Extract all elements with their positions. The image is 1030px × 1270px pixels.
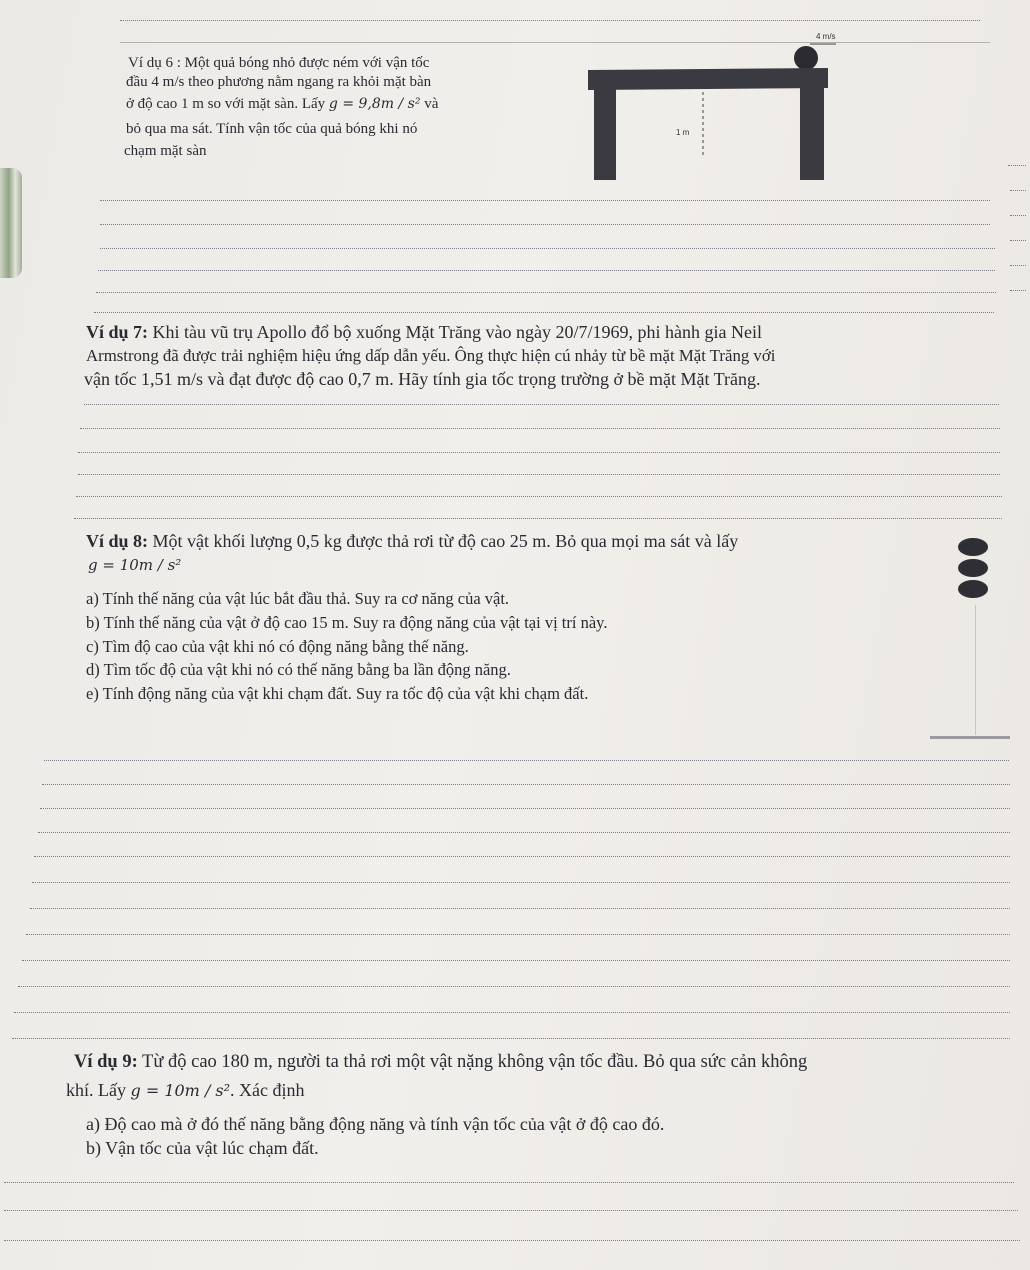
answer-line — [44, 760, 1009, 761]
height-label: 1 m — [676, 128, 690, 137]
ex8-g-expr: g = 10m / s² — [88, 556, 182, 574]
margin-mark — [1010, 240, 1026, 241]
pen-photo — [0, 168, 22, 278]
ex6-line-4: bỏ qua ma sát. Tính vận tốc của quả bóng khi nó — [126, 121, 418, 137]
ball — [794, 46, 818, 70]
answer-line — [22, 960, 1010, 961]
answer-line — [26, 934, 1010, 935]
answer-line — [38, 832, 1010, 833]
ex9-label: Ví dụ 9: — [74, 1052, 138, 1072]
answer-line — [30, 908, 1010, 909]
ex9-intro — [74, 1050, 807, 1074]
ex7-label: Ví dụ 7: — [86, 322, 149, 342]
margin-mark — [1010, 290, 1026, 291]
answer-line — [32, 882, 1010, 883]
answer-line — [12, 1038, 1010, 1039]
answer-line — [78, 474, 1000, 475]
ex8-intro-text: Một vật khối lượng 0,5 kg được thả rơi từ độ cao 25 m. Bỏ qua mọi ma sát và lấy — [152, 531, 739, 551]
ex7-line-2: Armstrong đã được trải nghiệm hiệu ứng dấp dẫn yếu. Ông thực hiện cú nhảy từ bề mặt Mặt Trăng với — [86, 346, 776, 365]
ex7-line-1 — [86, 320, 762, 344]
ex9-intro-text: Từ độ cao 180 m, người ta thả rơi một vật nặng không vận tốc đầu. Bỏ qua sức cản không — [142, 1052, 808, 1072]
answer-line — [78, 452, 1000, 453]
ex9-line-2 — [66, 1078, 305, 1103]
ex6-line-5: chạm mặt sàn — [124, 143, 207, 159]
ex6-line-1: Ví dụ 6 : Một quả bóng nhỏ được ném với vận tốc — [128, 55, 430, 71]
ex9-g-expr: g = 10m / s² — [130, 1081, 231, 1100]
ex7-line-3: vận tốc 1,51 m/s và đạt được độ cao 0,7 m. Hãy tính gia tốc trọng trường ở bề mặt Mặt Trăng. — [84, 369, 761, 389]
answer-line — [76, 496, 1002, 497]
answer-line — [14, 1012, 1010, 1013]
speed-label: 4 m/s — [816, 32, 836, 41]
answer-line — [34, 856, 1010, 857]
ex8-g-formula — [88, 556, 181, 575]
answer-line — [42, 784, 1010, 785]
ex8-label: Ví dụ 8: — [86, 531, 149, 551]
ex9-item-b: b) Vận tốc của vật lúc chạm đất. — [86, 1138, 319, 1158]
answer-line — [100, 248, 995, 249]
ex9-line-2-post: . Xác định — [230, 1080, 305, 1100]
answer-line — [96, 292, 996, 293]
ex8-item-b: b) Tính thế năng của vật ở độ cao 15 m. Suy ra động năng của vật tại vị trí này. — [86, 613, 608, 632]
ex8-item-a: a) Tính thế năng của vật lúc bắt đầu thả. Suy ra cơ năng của vật. — [86, 589, 510, 608]
answer-line — [84, 404, 999, 405]
answer-line — [74, 518, 1002, 519]
margin-mark — [1008, 165, 1026, 166]
ex6-line-3-text: ở độ cao 1 m so với mặt sàn. Lấy — [126, 96, 326, 112]
ex8-item-d: d) Tìm tốc độ của vật khi nó có thế năng bằng ba lần động năng. — [86, 660, 511, 679]
margin-mark — [1010, 215, 1026, 216]
answer-line — [4, 1210, 1018, 1211]
ex7-text-1: Khi tàu vũ trụ Apollo đổ bộ xuống Mặt Trăng vào ngày 20/7/1969, phi hành gia Neil — [152, 322, 762, 342]
falling-object-photo — [958, 538, 992, 601]
ex6-line-3 — [126, 93, 438, 115]
ex6-g-formula: g = 9,8m / s² — [328, 96, 421, 112]
ex9-line-2-pre: khí. Lấy — [66, 1080, 126, 1100]
answer-line — [18, 986, 1010, 987]
ground-line — [930, 736, 1010, 739]
header-line — [120, 42, 990, 43]
ex6-line-2: đầu 4 m/s theo phương nằm ngang ra khỏi mặt bàn — [126, 74, 432, 90]
header-line — [120, 20, 980, 21]
ex8-item-e: e) Tính động năng của vật khi chạm đất. Suy ra tốc độ của vật khi chạm đất. — [86, 684, 589, 703]
answer-line — [40, 808, 1010, 809]
margin-mark — [1010, 190, 1026, 191]
answer-line — [80, 428, 1000, 429]
answer-line — [94, 312, 994, 313]
table-leg-left — [594, 88, 616, 180]
answer-line — [4, 1240, 1020, 1241]
answer-line — [100, 224, 990, 225]
ruler-line — [975, 605, 976, 735]
answer-line — [4, 1182, 1014, 1183]
ex8-item-c: c) Tìm độ cao của vật khi nó có động năng bằng thế năng. — [86, 637, 469, 656]
table-top — [588, 68, 828, 90]
ex9-item-a: a) Độ cao mà ở đó thế năng bằng động năng và tính vận tốc của vật ở độ cao đó. — [86, 1114, 665, 1134]
ex8-intro — [86, 529, 738, 553]
margin-mark — [1010, 265, 1026, 266]
answer-line — [100, 200, 990, 201]
table-leg-right — [800, 88, 824, 180]
table-ball-figure — [588, 30, 838, 180]
ex6-line-3-tail: và — [424, 96, 439, 112]
answer-line — [98, 270, 995, 271]
